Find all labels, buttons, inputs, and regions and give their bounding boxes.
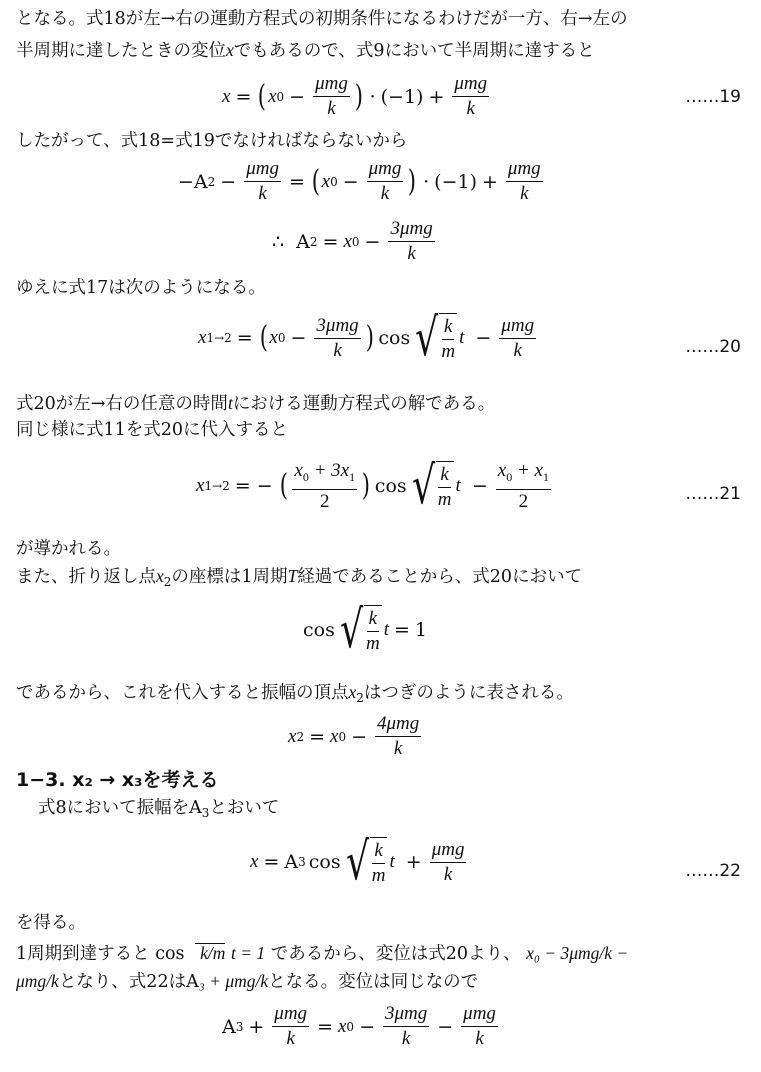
text-line: を得る。 [16, 913, 86, 933]
equation-a3: A 3 + $\frac{\text{μmg}}{k}$ = x 0 − $\frac{\text{3μmg}}{k}$ − $\frac{\text{μmg}}{k}$ [222, 1003, 496, 1049]
equation-21: x 1→2 = − ( $\frac{x_0 + 3x_1}{2}$ ) cos √ $\frac{k}{m}$ t − $\frac{x_0 + x_1}{2}$ [196, 456, 549, 517]
section-heading: 1−3. x₂ → x₃を考える [16, 769, 219, 791]
text-line: μmg/kとなり、式22はA₃ + μmg/kとなる。変位は同じなので [16, 971, 479, 992]
text-line: 半周期に達したときの変位xでもあるので、式9において半周期に達すると [16, 40, 595, 61]
equation-cos-one: cos √ $\frac{k}{m}$ t = 1 [303, 600, 428, 660]
equation-number-20: ……20 [685, 337, 741, 357]
equation-number-21: ……21 [685, 484, 741, 504]
text-line: したがって、式18=式19でなければならないから [16, 131, 408, 151]
equation-number-19: ……19 [685, 87, 741, 107]
text-line: 1周期到達すると cos k/m t = 1 であるから、変位は式20より、 x₀ − 3μmg/k − [16, 943, 629, 964]
equation-a2-result: ∴ A 2 = x 0 − $\frac{\text{3μmg}}{k}$ [272, 218, 433, 264]
equation-a2-condition: −A 2 − $\frac{\text{μmg}}{k}$ = ( x 0 − $\frac{\text{μmg}}{k}$ ) · (−1) + $\frac{\text{μmg}}{k}$ [178, 158, 541, 204]
equation-number-22: ……22 [685, 861, 741, 881]
equation-20: x 1→2 = ( x 0 − $\frac{\text{3μmg}}{k}$ ) cos √ $\frac{k}{m}$ t − $\frac{\text{μmg}}{k}$ [198, 308, 535, 368]
text-line: ゆえに式17は次のようになる。 [16, 278, 266, 298]
equation-22: x = A 3 cos √ $\frac{k}{m}$ t + $\frac{\text{μmg}}{k}$ [250, 832, 465, 892]
equation-19: x = ( x 0 − $\frac{\text{μmg}}{k}$ ) · (−1) + $\frac{\text{μmg}}{k}$ [222, 73, 488, 119]
text-line: であるから、これを代入すると振幅の頂点$x_2$はつぎのように表される。 [16, 682, 574, 705]
text-line: となる。式18が左→右の運動方程式の初期条件になるわけだが一方、右→左の [16, 9, 628, 29]
text-line: 式8において振幅を$A_3$とおいて [38, 798, 280, 820]
equation-x2: x 2 = x 0 − $\frac{\text{4μmg}}{k}$ [288, 713, 420, 759]
text-line: 式20が左→右の任意の時間tにおける運動方程式の解である。 [16, 393, 496, 414]
text-line: が導かれる。 [16, 539, 121, 559]
text-line: また、折り返し点$x_2$の座標は1周期T経過であることから、式20において [16, 566, 583, 589]
text-line: 同じ様に式11を式20に代入すると [16, 420, 289, 440]
